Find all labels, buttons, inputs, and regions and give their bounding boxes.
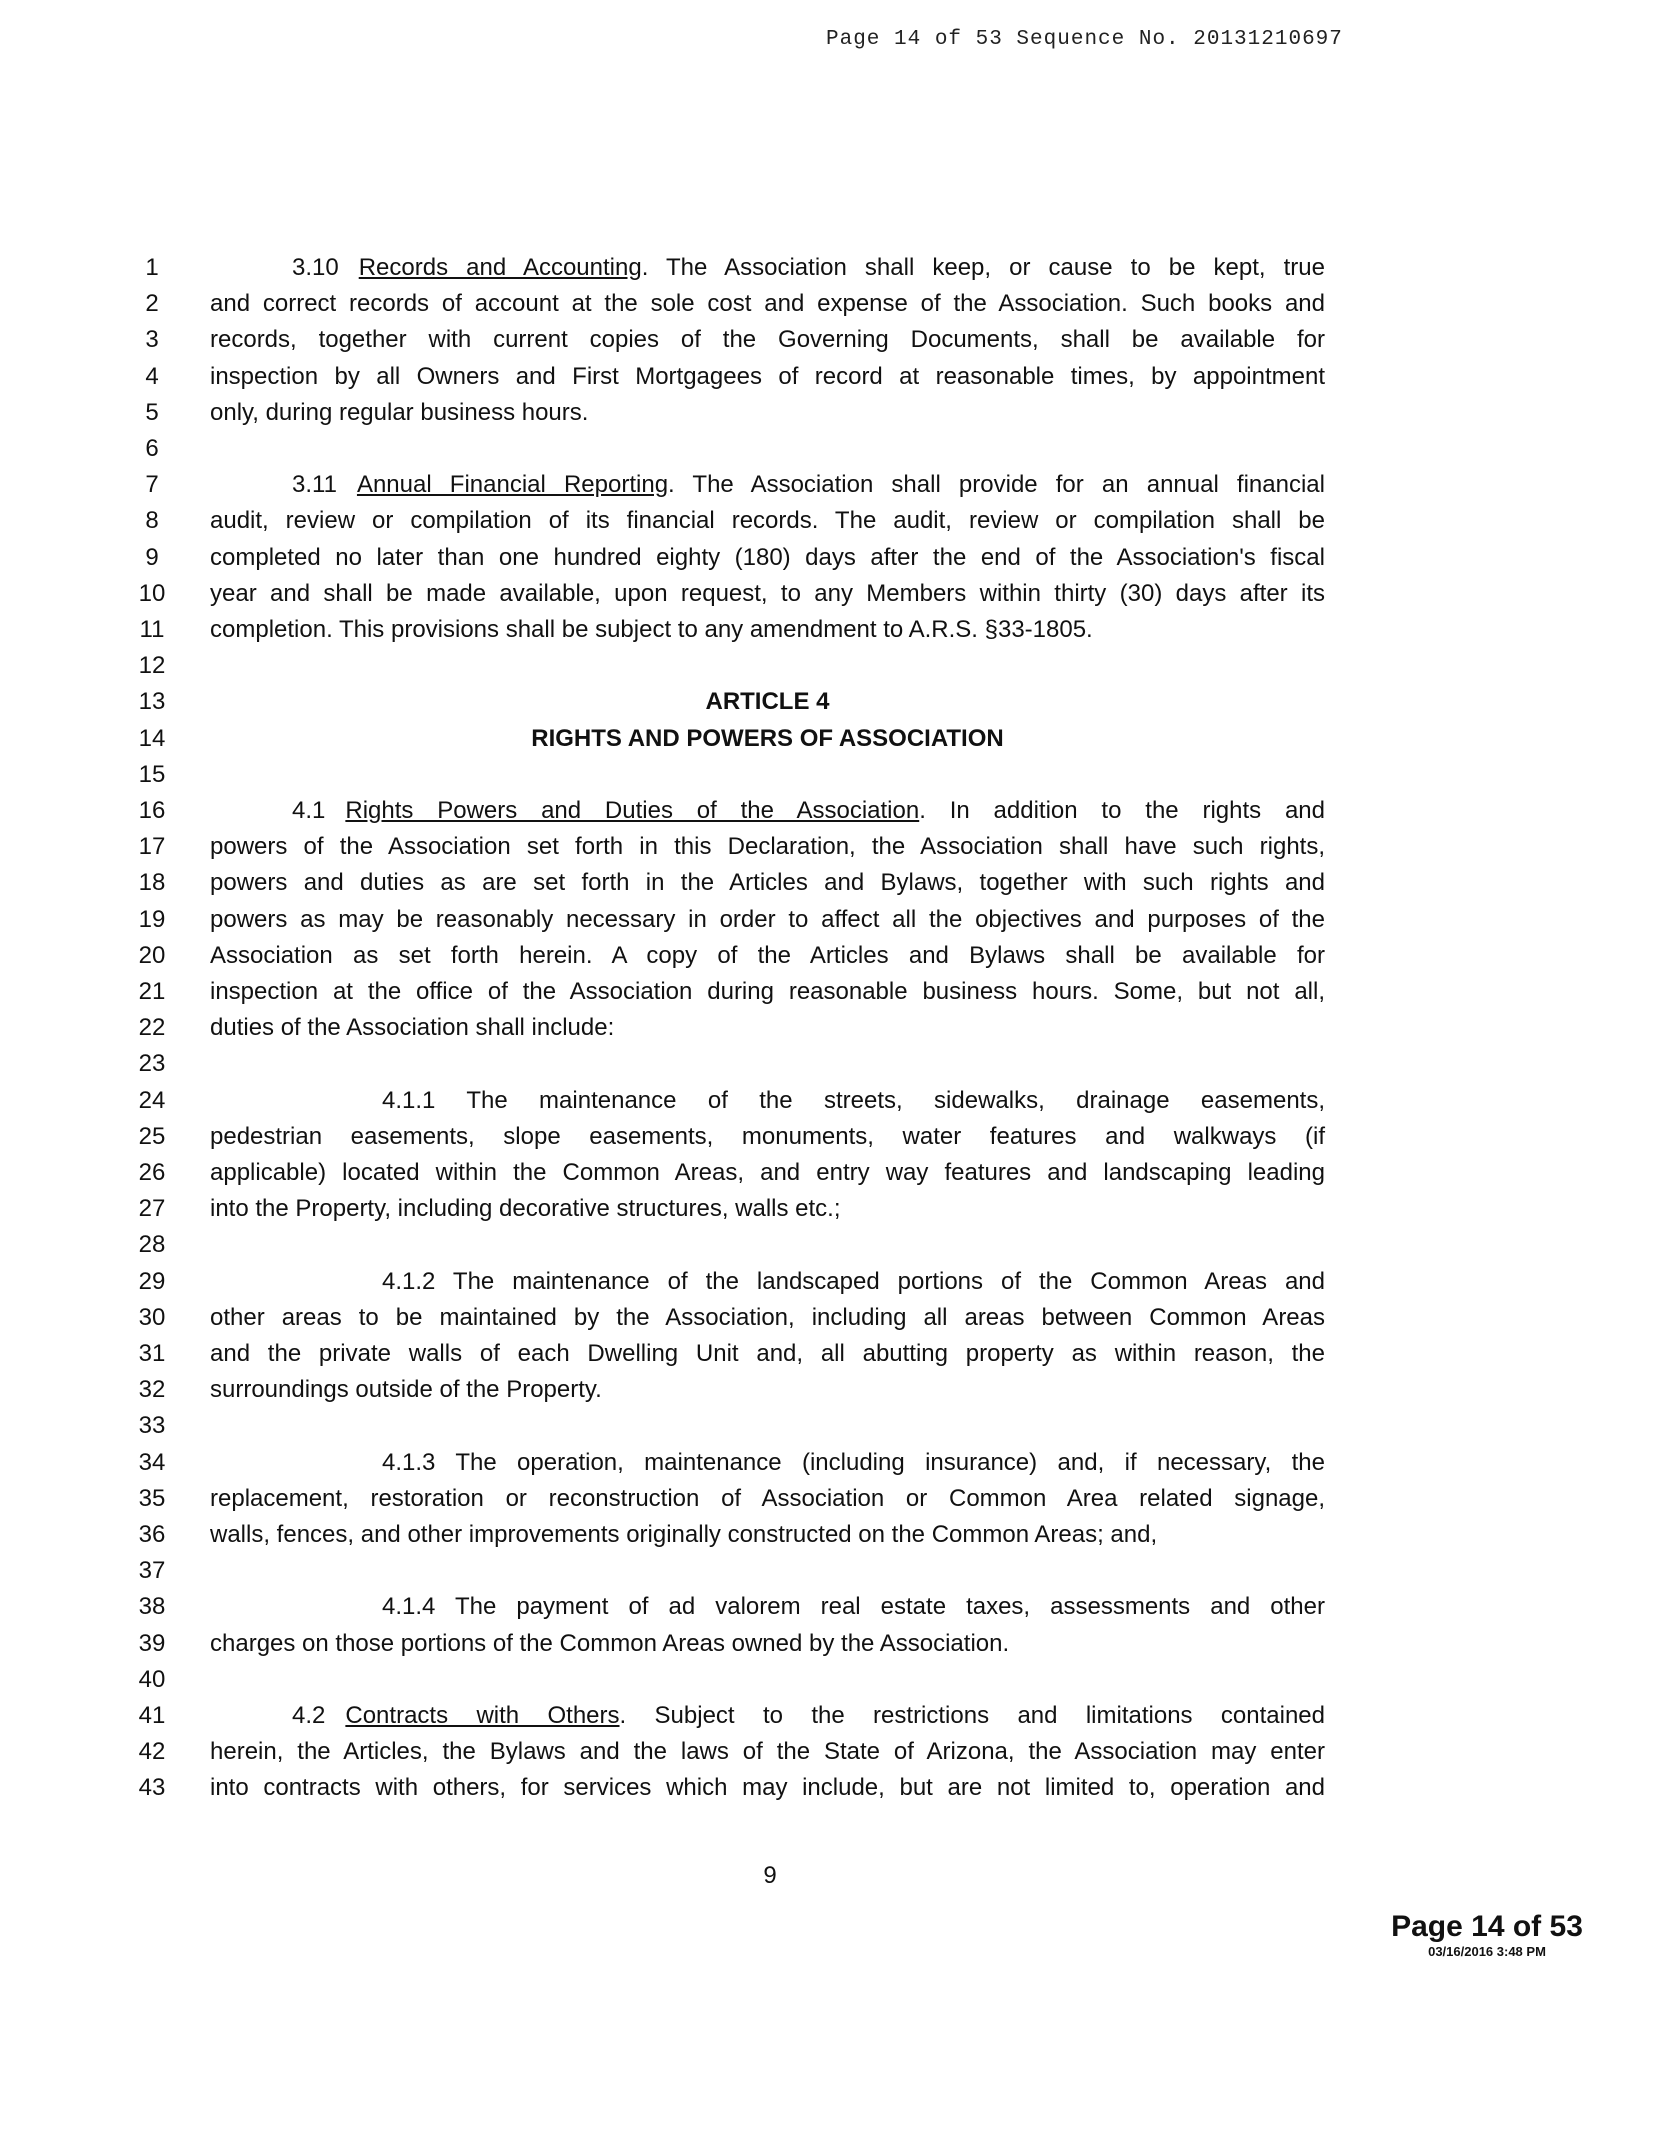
document-line xyxy=(0,1698,1664,1734)
document-line xyxy=(0,1734,1664,1770)
line-number: 27 xyxy=(138,1195,166,1223)
line-number: 31 xyxy=(138,1340,166,1367)
document-line xyxy=(0,431,1664,467)
document-line xyxy=(0,1589,1664,1625)
section-text: . The Association shall provide for an annual financial xyxy=(668,471,1325,499)
line-text: herein, the Articles, the Bylaws and the laws of the State of Arizona, the Association may enter xyxy=(210,1738,1325,1766)
document-line xyxy=(0,359,1664,395)
line-text: inspection by all Owners and First Mortgagees of record at reasonable times, by appointment xyxy=(210,362,1325,390)
line-text: and the private walls of each Dwelling Unit and, all abutting property as within reason, the xyxy=(210,1340,1325,1367)
line-number: 3 xyxy=(145,326,159,354)
document-line xyxy=(0,865,1664,901)
document-line xyxy=(0,1517,1664,1553)
line-number: 18 xyxy=(138,869,166,897)
page-number: 9 xyxy=(763,1862,777,1889)
section-title: Annual Financial Reporting xyxy=(356,471,669,499)
line-text: applicable) located within the Common Areas, and entry way features and landscaping leading xyxy=(210,1159,1325,1186)
line-text: audit, review or compilation of its financial records. The audit, review or compilation shall be xyxy=(210,507,1325,535)
document-line xyxy=(0,793,1664,829)
line-number: 22 xyxy=(138,1014,166,1042)
document-line xyxy=(0,1191,1664,1227)
stamp-page-count: Page 14 of 53 xyxy=(1391,1910,1583,1943)
document-line xyxy=(0,467,1664,503)
line-number: 19 xyxy=(138,905,166,933)
line-text: walls, fences, and other improvements originally constructed on the Common Areas; and, xyxy=(210,1521,1158,1548)
line-text: only, during regular business hours. xyxy=(210,398,589,426)
document-line xyxy=(0,721,1664,757)
line-number: 35 xyxy=(138,1484,166,1512)
sequence-header: Page 14 of 53 Sequence No. 20131210697 xyxy=(826,28,1343,51)
line-text: 4.1.1 The maintenance of the streets, sidewalks, drainage easements, xyxy=(382,1086,1325,1114)
document-line xyxy=(0,612,1664,648)
line-number: 12 xyxy=(138,652,166,680)
section-number: 3.11 xyxy=(292,471,337,499)
line-number: 43 xyxy=(138,1774,166,1802)
line-text xyxy=(210,467,1325,503)
line-text: powers as may be reasonably necessary in order to affect all the objectives and purposes of the xyxy=(210,905,1325,933)
line-text xyxy=(210,250,1325,286)
line-number: 25 xyxy=(138,1122,166,1150)
section-number: 3.10 xyxy=(292,254,339,281)
document-line xyxy=(0,829,1664,865)
line-number: 9 xyxy=(145,543,159,571)
line-text: and correct records of account at the sole cost and expense of the Association. Such books and xyxy=(210,290,1325,318)
document-line xyxy=(0,286,1664,322)
line-text: Association as set forth herein. A copy of the Articles and Bylaws shall be available for xyxy=(210,941,1325,969)
line-text xyxy=(210,793,1325,829)
line-number: 26 xyxy=(138,1159,166,1186)
line-number: 24 xyxy=(138,1086,166,1114)
line-text: powers and duties as are set forth in the Articles and Bylaws, together with such rights and xyxy=(210,869,1325,897)
line-number: 13 xyxy=(138,688,166,716)
line-text: 4.1.4 The payment of ad valorem real estate taxes, assessments and other xyxy=(382,1593,1325,1621)
line-number: 36 xyxy=(138,1521,166,1548)
line-number: 28 xyxy=(138,1231,166,1259)
document-line xyxy=(0,1083,1664,1119)
line-number: 11 xyxy=(139,616,165,643)
line-text: RIGHTS AND POWERS OF ASSOCIATION xyxy=(531,724,1004,752)
document-line xyxy=(0,1264,1664,1300)
line-text: powers of the Association set forth in this Declaration, the Association shall have such rights, xyxy=(210,833,1325,861)
line-text: duties of the Association shall include: xyxy=(210,1014,615,1042)
line-text: into contracts with others, for services which may include, but are not limited to, operation and xyxy=(210,1774,1325,1802)
line-number: 34 xyxy=(138,1448,166,1476)
section-number: 4.2 xyxy=(292,1702,326,1729)
line-number: 38 xyxy=(138,1593,166,1621)
line-number: 21 xyxy=(138,978,166,1005)
line-text: other areas to be maintained by the Association, including all areas between Common Areas xyxy=(210,1303,1325,1331)
line-text: ARTICLE 4 xyxy=(705,688,830,716)
document-line xyxy=(0,1553,1664,1589)
document-line xyxy=(0,1372,1664,1408)
line-number: 40 xyxy=(138,1665,166,1693)
document-line xyxy=(0,1481,1664,1517)
document-line xyxy=(0,1408,1664,1444)
document-line xyxy=(0,974,1664,1010)
line-number: 2 xyxy=(145,290,159,318)
document-line xyxy=(0,1155,1664,1191)
document-line xyxy=(0,938,1664,974)
line-text xyxy=(210,1698,1325,1734)
line-number: 30 xyxy=(138,1303,166,1331)
line-text: completed no later than one hundred eighty (180) days after the end of the Association's fiscal xyxy=(210,543,1325,571)
line-text: replacement, restoration or reconstruction of Association or Common Area related signage, xyxy=(210,1484,1325,1512)
line-text: records, together with current copies of the Governing Documents, shall be available for xyxy=(210,326,1325,354)
document-line xyxy=(0,1662,1664,1698)
line-text: 4.1.3 The operation, maintenance (including insurance) and, if necessary, the xyxy=(382,1448,1325,1476)
stamp-datetime: 03/16/2016 3:48 PM xyxy=(1428,1944,1546,1959)
document-line xyxy=(0,576,1664,612)
section-title: Records and Accounting xyxy=(358,254,642,281)
line-number: 15 xyxy=(138,760,166,788)
line-number: 8 xyxy=(145,507,159,535)
section-text: . In addition to the rights and xyxy=(919,797,1326,824)
section-title: Rights Powers and Duties of the Association xyxy=(345,797,920,824)
document-line xyxy=(0,1336,1664,1372)
line-text: year and shall be made available, upon request, to any Members within thirty (30) days after its xyxy=(210,579,1325,607)
line-text: surroundings outside of the Property. xyxy=(210,1376,602,1404)
line-number: 4 xyxy=(145,362,159,390)
document-line xyxy=(0,648,1664,684)
line-number: 41 xyxy=(138,1702,166,1729)
document-line xyxy=(0,250,1664,286)
document-line xyxy=(0,1046,1664,1082)
line-text: pedestrian easements, slope easements, monuments, water features and walkways (if xyxy=(210,1122,1325,1150)
line-number: 17 xyxy=(138,833,166,861)
line-number: 20 xyxy=(138,941,166,969)
line-number: 33 xyxy=(138,1412,166,1440)
line-number: 5 xyxy=(145,398,159,426)
section-number: 4.1 xyxy=(292,797,326,824)
document-line xyxy=(0,1300,1664,1336)
document-line xyxy=(0,503,1664,539)
line-number: 14 xyxy=(138,724,166,752)
document-line xyxy=(0,1445,1664,1481)
line-text: charges on those portions of the Common Areas owned by the Association. xyxy=(210,1629,1010,1657)
document-line xyxy=(0,757,1664,793)
document-line xyxy=(0,1010,1664,1046)
line-text: completion. This provisions shall be subject to any amendment to A.R.S. §33-1805. xyxy=(210,616,1093,643)
line-text: 4.1.2 The maintenance of the landscaped portions of the Common Areas and xyxy=(382,1267,1325,1295)
document-line xyxy=(0,902,1664,938)
line-number: 32 xyxy=(138,1376,166,1404)
document-line xyxy=(0,1770,1664,1806)
line-text: into the Property, including decorative structures, walls etc.; xyxy=(210,1195,841,1223)
document-line xyxy=(0,540,1664,576)
document-line xyxy=(0,1626,1664,1662)
document-line xyxy=(0,1227,1664,1263)
document-line xyxy=(0,322,1664,358)
line-number: 1 xyxy=(145,254,159,281)
document-line xyxy=(0,395,1664,431)
line-number: 6 xyxy=(145,435,159,462)
section-text: . The Association shall keep, or cause to be kept, true xyxy=(641,254,1325,281)
line-number: 29 xyxy=(138,1267,166,1295)
line-number: 23 xyxy=(138,1050,166,1078)
line-number: 16 xyxy=(138,797,166,824)
line-number: 10 xyxy=(138,579,166,607)
line-number: 7 xyxy=(145,471,159,499)
line-number: 39 xyxy=(138,1629,166,1657)
section-text: . Subject to the restrictions and limitations contained xyxy=(619,1702,1325,1729)
document-line xyxy=(0,684,1664,720)
line-text: inspection at the office of the Association during reasonable business hours. Some, but not all, xyxy=(210,978,1325,1005)
line-number: 37 xyxy=(138,1557,166,1585)
section-title: Contracts with Others xyxy=(345,1702,620,1729)
document-line xyxy=(0,1119,1664,1155)
recorder-stamp xyxy=(1372,1910,1602,1960)
line-number: 42 xyxy=(138,1738,166,1766)
